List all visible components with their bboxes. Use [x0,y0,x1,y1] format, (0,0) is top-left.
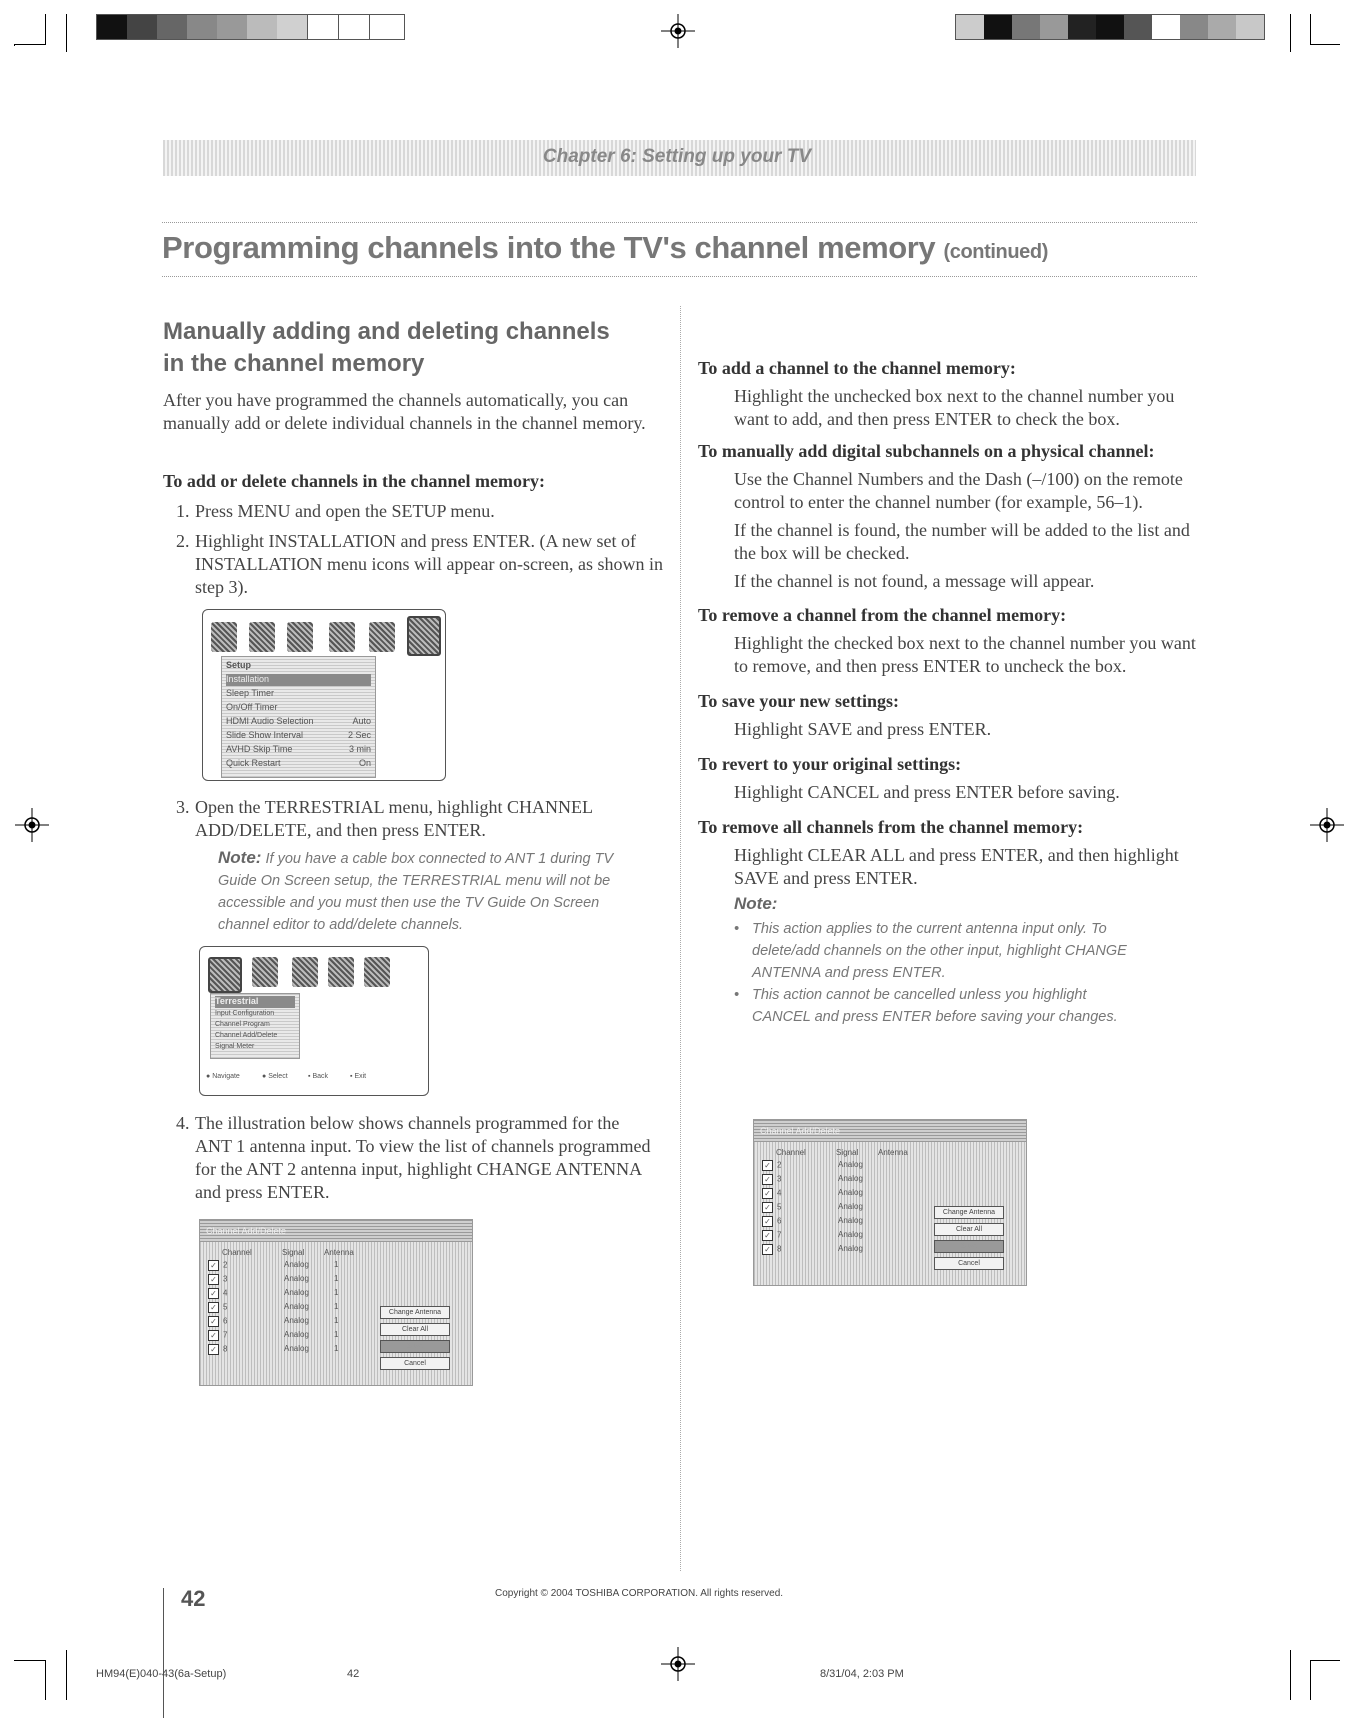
save-button[interactable]: Save [934,1240,1004,1253]
channel-number: 8 [777,1244,782,1254]
crop-mark [14,45,15,46]
setup-menu-icon [407,616,441,656]
crop-mark [1290,14,1291,52]
section-heading [163,316,683,380]
channel-antenna: 1 [334,1302,339,1311]
setup-row-value: On [358,758,371,768]
change-antenna-button[interactable]: Change Antenna [934,1206,1004,1219]
nav-hint: ▪ Back [308,1073,328,1080]
nav-hint: ● Select [262,1073,288,1080]
channel-number: 2 [777,1160,782,1170]
step-item [176,1112,676,1212]
channel-number: 7 [777,1230,782,1240]
channel-signal: Analog [838,1174,863,1183]
channel-antenna: 1 [334,1344,339,1353]
right-subhead: To save your new settings: [698,691,900,711]
chapter-title: Chapter 6: Setting up your TV [542,146,811,167]
nav-hint: ● Navigate [206,1073,240,1080]
section-heading-line: Manually adding and deleting channels [163,318,610,345]
crop-mark [45,14,46,44]
channel-header: Signal [282,1248,305,1257]
channel-row [762,1230,863,1242]
channel-number: 3 [223,1274,228,1284]
page-title [162,230,1048,266]
channel-number: 6 [223,1316,228,1326]
step-text: Highlight INSTALLATION and press ENTER. (A new set of INSTALLATION menu icons will appear on-screen, as shown in step 3). [195,531,663,597]
terrestrial-menu-row: Channel Add/Delete [215,1032,278,1039]
right-paragraph: If the channel is found, the number will be added to the list and the box will be checked. [734,520,1190,563]
input-setup-icon [328,957,354,987]
network-setup-icon [364,957,390,987]
channel-number: 5 [223,1302,228,1312]
checkbox-checked-icon: ✓ [208,1260,219,1271]
left-subhead: To add or delete channels in the channel memory: [163,471,546,491]
applications-menu-icon [369,622,395,652]
channel-number: 3 [777,1174,782,1184]
channel-add-delete-screenshot [199,1219,473,1386]
checkbox-checked-icon: ✓ [208,1330,219,1341]
cancel-button[interactable]: Cancel [934,1257,1004,1270]
setup-row-label: Sleep Timer [226,688,275,698]
step-number: 4. [176,1113,190,1133]
checkbox-checked-icon: ✓ [208,1316,219,1327]
nav-hint-label: Back [312,1073,328,1080]
color-bar-left [96,14,405,40]
note-bullet [734,918,1132,984]
preferences-menu-icon [287,622,313,652]
channel-number: 6 [777,1216,782,1226]
channel-screen-title: Channel Add/Delete [200,1220,472,1242]
registration-mark-icon [15,808,49,842]
chapter-band [163,140,1196,176]
setup-menu-title: Setup [226,660,252,670]
setup-row-value: Auto [352,716,371,726]
checkbox-checked-icon: ✓ [762,1216,773,1227]
setup-row-value: 3 min [348,744,371,754]
checkbox-checked-icon: ✓ [762,1160,773,1171]
crop-mark [45,1660,46,1700]
terrestrial-menu-row: Input Configuration [215,1010,275,1017]
step3-note [218,847,638,936]
right-paragraph: Highlight CANCEL and press ENTER before saving. [734,782,1120,802]
registration-mark-icon [661,1647,695,1681]
channel-row [762,1174,863,1186]
channel-signal: Analog [284,1330,309,1339]
intro-paragraph: After you have programmed the channels automatically, you can manually add or delete individual channels in the channel memory. [163,390,646,433]
channel-antenna: 1 [334,1316,339,1325]
channel-screen-title: Channel Add/Delete [754,1120,1026,1142]
crop-mark [14,1660,46,1661]
channel-row [208,1330,339,1342]
channel-number: 4 [777,1188,782,1198]
setup-menu-row [226,730,371,742]
checkbox-checked-icon: ✓ [208,1288,219,1299]
channel-number: 5 [777,1202,782,1212]
channel-row [208,1260,339,1272]
page-title-text: Programming channels into the TV's channel memory [162,230,936,265]
setup-row-label: Installation [226,674,270,684]
channel-signal: Analog [284,1302,309,1311]
channel-row [208,1274,339,1286]
note-bullet [734,984,1132,1028]
setup-menu-row [226,716,371,728]
channel-row [208,1302,339,1314]
channel-signal: Analog [838,1160,863,1169]
setup-menu-row [226,702,371,714]
right-subhead: To remove all channels from the channel memory: [698,817,1084,837]
crop-mark [66,14,67,52]
slug-date: 8/31/04, 2:03 PM [820,1668,904,1680]
save-button[interactable]: Save [380,1340,450,1353]
channel-signal: Analog [838,1230,863,1239]
setup-menu-row [226,758,371,770]
setup-row-label: Slide Show Interval [226,730,304,740]
channel-row [208,1288,339,1300]
channel-row [762,1188,863,1200]
nav-hint-label: Navigate [212,1073,240,1080]
channel-signal: Analog [838,1216,863,1225]
step-number: 3. [176,797,190,817]
nav-hint-label: Exit [354,1073,367,1080]
channel-antenna: 1 [334,1260,339,1269]
checkbox-checked-icon: ✓ [208,1274,219,1285]
setup-menu-panel [221,656,376,778]
note-text: This action applies to the current antenna input only. To delete/add channels on the other input, highlight CHANGE ANTENNA and press ENTER. [752,921,1127,981]
terrestrial-menu-screenshot [199,946,429,1096]
clear-all-button[interactable]: Clear All [934,1223,1004,1236]
checkbox-checked-icon: ✓ [762,1174,773,1185]
right-subhead: To remove a channel from the channel memory: [698,605,1067,625]
channel-signal: Analog [284,1288,309,1297]
terrestrial-menu-row: Signal Meter [215,1043,255,1050]
setup-row-label: AVHD Skip Time [226,744,293,754]
channel-row [762,1160,863,1172]
terrestrial-menu-icon [208,957,242,993]
bullet-icon: • [734,987,740,1003]
nav-hint-label: Select [268,1073,288,1080]
channel-header: Antenna [878,1148,908,1157]
change-antenna-button[interactable]: Change Antenna [380,1306,450,1319]
note-text: This action cannot be cancelled unless you highlight CANCEL and press ENTER before saving your changes. [752,987,1118,1025]
slug-file: HM94(E)040-43(6a-Setup) [96,1668,227,1680]
right-paragraph: Highlight SAVE and press ENTER. [734,719,992,739]
checkbox-checked-icon: ✓ [762,1188,773,1199]
right-paragraph: Highlight the checked box next to the channel number you want to remove, and then press ENTER to uncheck the box. [734,633,1196,676]
bullet-icon: • [734,921,740,937]
column-divider [680,306,681,1571]
nav-hint: ▪ Exit [350,1073,367,1080]
channel-header: Signal [836,1148,859,1157]
color-bar-right [955,14,1265,40]
step-number: 2. [176,531,190,551]
crop-mark [1310,14,1311,44]
picture-menu-icon [211,622,237,652]
right-column [698,356,1198,1028]
channel-row [762,1216,863,1228]
crop-mark [1310,1660,1340,1661]
page-number: 42 [181,1586,206,1611]
step-item [176,796,676,846]
step-number: 1. [176,501,190,521]
channel-header: Channel [776,1148,806,1157]
channel-number: 4 [223,1288,228,1298]
locks-menu-icon [329,622,355,652]
channel-row [762,1244,863,1256]
channel-signal: Analog [284,1274,309,1283]
note-label: Note: [218,848,262,867]
terrestrial-menu-panel [210,993,300,1059]
channel-add-delete-screenshot [753,1119,1027,1286]
page-title-continued: (continued) [943,241,1048,263]
channel-signal: Analog [838,1188,863,1197]
channel-header: Antenna [324,1248,354,1257]
cancel-button[interactable]: Cancel [380,1357,450,1370]
setup-menu-screenshot [202,609,446,781]
crop-mark [66,1650,67,1700]
crop-mark [1290,1650,1291,1700]
crop-mark [1310,44,1340,45]
terrestrial-menu-row: Channel Program [215,1021,270,1028]
footer-rule [163,1588,164,1718]
checkbox-checked-icon: ✓ [208,1344,219,1355]
channel-antenna: 1 [334,1330,339,1339]
channel-signal: Analog [284,1316,309,1325]
section-heading-line: in the channel memory [163,350,425,377]
setup-row-value: 2 Sec [347,730,371,740]
registration-mark-icon [1310,808,1344,842]
channel-number: 8 [223,1344,228,1354]
note-label: Note: [734,894,778,913]
channel-signal: Analog [838,1202,863,1211]
clear-all-button[interactable]: Clear All [380,1323,450,1336]
channel-row [208,1316,339,1328]
right-paragraph: Highlight the unchecked box next to the channel number you want to add, and then press ENTER to check the box. [734,386,1175,429]
checkbox-checked-icon: ✓ [762,1244,773,1255]
registration-mark-icon [661,14,695,48]
channel-signal: Analog [284,1260,309,1269]
setup-row-label: HDMI Audio Selection [226,716,314,726]
setup-row-label: On/Off Timer [226,702,278,712]
channel-antenna: 1 [334,1274,339,1283]
right-paragraph: Highlight CLEAR ALL and press ENTER, and then highlight SAVE and press ENTER. [734,845,1179,888]
channel-signal: Analog [284,1344,309,1353]
checkbox-checked-icon: ✓ [208,1302,219,1313]
audio-menu-icon [249,622,275,652]
setup-menu-row [226,744,371,756]
title-rule-top [162,222,1197,223]
right-subhead: To revert to your original settings: [698,754,962,774]
crop-mark [14,44,46,45]
channel-signal: Analog [838,1244,863,1253]
setup-row-label: Quick Restart [226,758,281,768]
checkbox-checked-icon: ✓ [762,1202,773,1213]
step-text: Press MENU and open the SETUP menu. [195,501,495,521]
right-paragraph: Use the Channel Numbers and the Dash (–/100) on the remote control to enter the channel number (for example, 56–1). [734,469,1183,512]
step-item [176,530,676,602]
title-rule-bottom [162,276,1197,277]
channel-row [208,1344,339,1356]
slug-page: 42 [347,1668,360,1680]
crop-mark [1310,1660,1311,1700]
step-text: The illustration below shows channels programmed for the ANT 1 antenna input. To view the list of channels programmed for the ANT 2 antenna input, highlight CHANGE ANTENNA and press ENTER. [195,1113,651,1202]
channel-row [762,1202,863,1214]
channel-antenna: 1 [334,1288,339,1297]
note-text: If you have a cable box connected to ANT 1 during TV Guide On Screen setup, the TERRESTRIAL menu will not be accessible and you must then use the TV Guide On Screen channel editor to add/delete channels. [218,851,614,933]
right-subhead: To manually add digital subchannels on a physical channel: [698,441,1155,461]
cable-menu-icon [252,957,278,987]
right-paragraph: If the channel is not found, a message will appear. [734,571,1095,591]
audio-setup-icon [292,957,318,987]
setup-menu-row [226,674,371,686]
channel-header: Channel [222,1248,252,1257]
step-text: Open the TERRESTRIAL menu, highlight CHANNEL ADD/DELETE, and then press ENTER. [195,797,593,840]
right-subhead: To add a channel to the channel memory: [698,358,1016,378]
setup-menu-row [226,688,371,700]
checkbox-checked-icon: ✓ [762,1230,773,1241]
copyright: Copyright © 2004 TOSHIBA CORPORATION. All rights reserved. [495,1588,784,1599]
terrestrial-menu-title: Terrestrial [215,996,295,1008]
channel-number: 7 [223,1330,228,1340]
channel-number: 2 [223,1260,228,1270]
